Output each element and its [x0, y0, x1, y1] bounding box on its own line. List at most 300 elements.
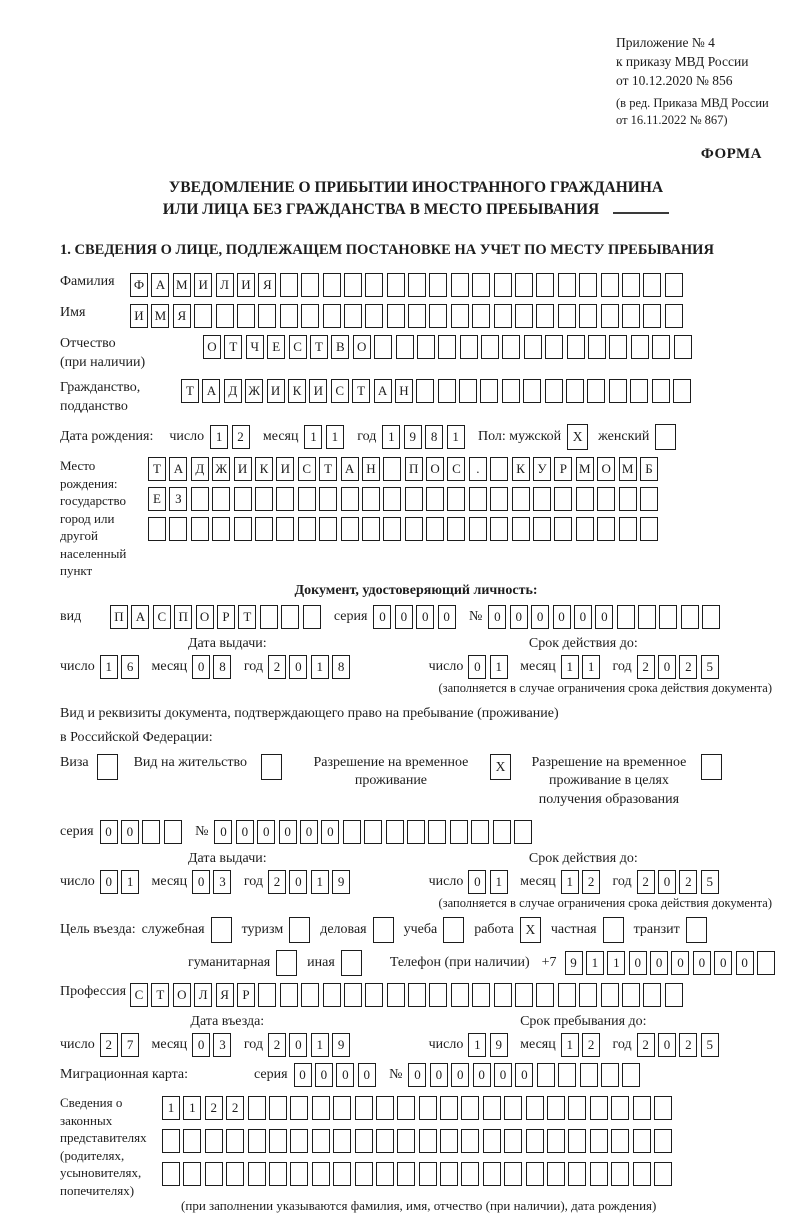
- char-cell[interactable]: [609, 379, 627, 403]
- char-cell[interactable]: 1: [162, 1096, 180, 1120]
- char-cell[interactable]: 0: [294, 1063, 312, 1087]
- char-cell[interactable]: [673, 379, 691, 403]
- char-cell[interactable]: [504, 1162, 522, 1186]
- purpose-study-checkbox[interactable]: [443, 917, 464, 943]
- char-cell[interactable]: 0: [416, 605, 434, 629]
- residence-permit-checkbox[interactable]: [261, 754, 282, 780]
- char-cell[interactable]: 6: [121, 655, 139, 679]
- char-cell[interactable]: А: [374, 379, 392, 403]
- char-cell[interactable]: [312, 1129, 330, 1153]
- char-cell[interactable]: [579, 983, 597, 1007]
- char-cell[interactable]: Е: [148, 487, 166, 511]
- char-cell[interactable]: 0: [279, 820, 297, 844]
- char-cell[interactable]: 0: [650, 951, 668, 975]
- char-cell[interactable]: 0: [473, 1063, 491, 1087]
- char-cell[interactable]: 0: [438, 605, 456, 629]
- char-cell[interactable]: 0: [257, 820, 275, 844]
- char-cell[interactable]: [547, 1129, 565, 1153]
- char-cell[interactable]: О: [426, 457, 444, 481]
- char-cell[interactable]: [630, 379, 648, 403]
- char-cell[interactable]: [341, 487, 359, 511]
- char-cell[interactable]: 0: [658, 870, 676, 894]
- char-cell[interactable]: [162, 1162, 180, 1186]
- char-cell[interactable]: [323, 304, 341, 328]
- char-cell[interactable]: [438, 335, 456, 359]
- purpose-other-checkbox[interactable]: [341, 950, 362, 976]
- char-cell[interactable]: 0: [515, 1063, 533, 1087]
- char-cell[interactable]: 1: [100, 655, 118, 679]
- char-cell[interactable]: [652, 379, 670, 403]
- char-cell[interactable]: Б: [640, 457, 658, 481]
- purpose-humanitarian-checkbox[interactable]: [276, 950, 297, 976]
- char-cell[interactable]: [183, 1129, 201, 1153]
- male-checkbox[interactable]: X: [567, 424, 588, 450]
- char-cell[interactable]: [640, 487, 658, 511]
- char-cell[interactable]: И: [237, 273, 255, 297]
- char-cell[interactable]: Т: [151, 983, 169, 1007]
- char-cell[interactable]: [601, 983, 619, 1007]
- char-cell[interactable]: [260, 605, 278, 629]
- char-cell[interactable]: 0: [236, 820, 254, 844]
- char-cell[interactable]: 2: [226, 1096, 244, 1120]
- char-cell[interactable]: 0: [192, 1033, 210, 1057]
- char-cell[interactable]: [450, 820, 468, 844]
- char-cell[interactable]: И: [309, 379, 327, 403]
- char-cell[interactable]: [619, 517, 637, 541]
- char-cell[interactable]: 0: [451, 1063, 469, 1087]
- char-cell[interactable]: Н: [395, 379, 413, 403]
- char-cell[interactable]: [440, 1162, 458, 1186]
- char-cell[interactable]: [558, 304, 576, 328]
- char-cell[interactable]: [312, 1162, 330, 1186]
- char-cell[interactable]: П: [110, 605, 128, 629]
- char-cell[interactable]: [597, 487, 615, 511]
- char-cell[interactable]: З: [169, 487, 187, 511]
- char-cell[interactable]: [212, 517, 230, 541]
- char-cell[interactable]: [142, 820, 160, 844]
- char-cell[interactable]: [512, 517, 530, 541]
- char-cell[interactable]: [568, 1162, 586, 1186]
- char-cell[interactable]: [638, 605, 656, 629]
- char-cell[interactable]: [429, 983, 447, 1007]
- char-cell[interactable]: Д: [224, 379, 242, 403]
- char-cell[interactable]: [480, 379, 498, 403]
- char-cell[interactable]: [364, 820, 382, 844]
- char-cell[interactable]: [537, 1063, 555, 1087]
- char-cell[interactable]: В: [331, 335, 349, 359]
- char-cell[interactable]: .: [469, 457, 487, 481]
- char-cell[interactable]: 1: [326, 425, 344, 449]
- char-cell[interactable]: [162, 1129, 180, 1153]
- char-cell[interactable]: [383, 457, 401, 481]
- char-cell[interactable]: 2: [637, 655, 655, 679]
- char-cell[interactable]: [416, 379, 434, 403]
- char-cell[interactable]: Ч: [246, 335, 264, 359]
- char-cell[interactable]: [447, 517, 465, 541]
- char-cell[interactable]: 0: [488, 605, 506, 629]
- purpose-official-checkbox[interactable]: [211, 917, 232, 943]
- char-cell[interactable]: [483, 1129, 501, 1153]
- char-cell[interactable]: [191, 517, 209, 541]
- char-cell[interactable]: 2: [205, 1096, 223, 1120]
- char-cell[interactable]: 2: [679, 870, 697, 894]
- char-cell[interactable]: И: [276, 457, 294, 481]
- char-cell[interactable]: 1: [561, 870, 579, 894]
- char-cell[interactable]: 5: [701, 870, 719, 894]
- char-cell[interactable]: 1: [311, 870, 329, 894]
- char-cell[interactable]: [428, 820, 446, 844]
- char-cell[interactable]: [665, 304, 683, 328]
- purpose-tourism-checkbox[interactable]: [289, 917, 310, 943]
- char-cell[interactable]: [280, 983, 298, 1007]
- char-cell[interactable]: [526, 1129, 544, 1153]
- char-cell[interactable]: Л: [194, 983, 212, 1007]
- char-cell[interactable]: [417, 335, 435, 359]
- char-cell[interactable]: И: [194, 273, 212, 297]
- char-cell[interactable]: [558, 983, 576, 1007]
- char-cell[interactable]: [301, 273, 319, 297]
- char-cell[interactable]: [494, 273, 512, 297]
- char-cell[interactable]: С: [130, 983, 148, 1007]
- char-cell[interactable]: С: [331, 379, 349, 403]
- char-cell[interactable]: [611, 1096, 629, 1120]
- purpose-business-checkbox[interactable]: [373, 917, 394, 943]
- char-cell[interactable]: [397, 1162, 415, 1186]
- char-cell[interactable]: 1: [311, 1033, 329, 1057]
- char-cell[interactable]: [355, 1129, 373, 1153]
- char-cell[interactable]: [383, 517, 401, 541]
- char-cell[interactable]: 9: [490, 1033, 508, 1057]
- char-cell[interactable]: Ф: [130, 273, 148, 297]
- char-cell[interactable]: 1: [561, 1033, 579, 1057]
- char-cell[interactable]: 0: [658, 655, 676, 679]
- char-cell[interactable]: [640, 517, 658, 541]
- char-cell[interactable]: [481, 335, 499, 359]
- char-cell[interactable]: [269, 1162, 287, 1186]
- char-cell[interactable]: [269, 1129, 287, 1153]
- char-cell[interactable]: [376, 1096, 394, 1120]
- char-cell[interactable]: 0: [395, 605, 413, 629]
- char-cell[interactable]: [633, 1162, 651, 1186]
- char-cell[interactable]: [590, 1129, 608, 1153]
- char-cell[interactable]: Т: [352, 379, 370, 403]
- char-cell[interactable]: [515, 304, 533, 328]
- char-cell[interactable]: Я: [258, 273, 276, 297]
- char-cell[interactable]: [533, 517, 551, 541]
- char-cell[interactable]: М: [151, 304, 169, 328]
- char-cell[interactable]: 2: [232, 425, 250, 449]
- char-cell[interactable]: [191, 487, 209, 511]
- char-cell[interactable]: С: [289, 335, 307, 359]
- char-cell[interactable]: 5: [701, 1033, 719, 1057]
- char-cell[interactable]: [333, 1162, 351, 1186]
- char-cell[interactable]: [490, 457, 508, 481]
- char-cell[interactable]: 9: [332, 1033, 350, 1057]
- char-cell[interactable]: [590, 1162, 608, 1186]
- char-cell[interactable]: [665, 273, 683, 297]
- char-cell[interactable]: А: [151, 273, 169, 297]
- char-cell[interactable]: 0: [494, 1063, 512, 1087]
- purpose-transit-checkbox[interactable]: [686, 917, 707, 943]
- char-cell[interactable]: [164, 820, 182, 844]
- char-cell[interactable]: 0: [373, 605, 391, 629]
- char-cell[interactable]: [490, 487, 508, 511]
- char-cell[interactable]: [558, 1063, 576, 1087]
- temp-residence-checkbox[interactable]: X: [490, 754, 511, 780]
- char-cell[interactable]: 0: [336, 1063, 354, 1087]
- char-cell[interactable]: 1: [382, 425, 400, 449]
- char-cell[interactable]: С: [298, 457, 316, 481]
- char-cell[interactable]: 0: [574, 605, 592, 629]
- char-cell[interactable]: [631, 335, 649, 359]
- char-cell[interactable]: 8: [425, 425, 443, 449]
- char-cell[interactable]: [515, 273, 533, 297]
- char-cell[interactable]: А: [202, 379, 220, 403]
- char-cell[interactable]: [579, 304, 597, 328]
- char-cell[interactable]: [194, 304, 212, 328]
- char-cell[interactable]: [652, 335, 670, 359]
- char-cell[interactable]: 0: [100, 820, 118, 844]
- char-cell[interactable]: [526, 1096, 544, 1120]
- char-cell[interactable]: 9: [404, 425, 422, 449]
- char-cell[interactable]: [248, 1129, 266, 1153]
- char-cell[interactable]: П: [405, 457, 423, 481]
- char-cell[interactable]: 0: [553, 605, 571, 629]
- char-cell[interactable]: 1: [561, 655, 579, 679]
- char-cell[interactable]: [461, 1129, 479, 1153]
- char-cell[interactable]: [365, 304, 383, 328]
- char-cell[interactable]: [512, 487, 530, 511]
- char-cell[interactable]: [281, 605, 299, 629]
- char-cell[interactable]: [568, 1096, 586, 1120]
- char-cell[interactable]: М: [619, 457, 637, 481]
- char-cell[interactable]: [665, 983, 683, 1007]
- char-cell[interactable]: [234, 487, 252, 511]
- char-cell[interactable]: [387, 304, 405, 328]
- char-cell[interactable]: [659, 605, 677, 629]
- char-cell[interactable]: [483, 1162, 501, 1186]
- char-cell[interactable]: 0: [121, 820, 139, 844]
- char-cell[interactable]: [545, 379, 563, 403]
- purpose-private-checkbox[interactable]: [603, 917, 624, 943]
- char-cell[interactable]: [405, 487, 423, 511]
- char-cell[interactable]: Я: [216, 983, 234, 1007]
- char-cell[interactable]: [341, 517, 359, 541]
- char-cell[interactable]: [376, 1162, 394, 1186]
- char-cell[interactable]: О: [353, 335, 371, 359]
- char-cell[interactable]: Е: [267, 335, 285, 359]
- char-cell[interactable]: [269, 1096, 287, 1120]
- char-cell[interactable]: [493, 820, 511, 844]
- char-cell[interactable]: К: [288, 379, 306, 403]
- char-cell[interactable]: [248, 1162, 266, 1186]
- char-cell[interactable]: [323, 983, 341, 1007]
- char-cell[interactable]: [588, 335, 606, 359]
- char-cell[interactable]: [205, 1129, 223, 1153]
- char-cell[interactable]: [601, 304, 619, 328]
- char-cell[interactable]: [226, 1129, 244, 1153]
- char-cell[interactable]: Ж: [245, 379, 263, 403]
- char-cell[interactable]: 1: [607, 951, 625, 975]
- char-cell[interactable]: [590, 1096, 608, 1120]
- char-cell[interactable]: [643, 304, 661, 328]
- char-cell[interactable]: [461, 1162, 479, 1186]
- char-cell[interactable]: [451, 304, 469, 328]
- char-cell[interactable]: 8: [213, 655, 231, 679]
- char-cell[interactable]: [617, 605, 635, 629]
- char-cell[interactable]: 1: [447, 425, 465, 449]
- char-cell[interactable]: [290, 1162, 308, 1186]
- char-cell[interactable]: 0: [300, 820, 318, 844]
- char-cell[interactable]: [472, 304, 490, 328]
- char-cell[interactable]: 8: [332, 655, 350, 679]
- temp-residence-education-checkbox[interactable]: [701, 754, 722, 780]
- char-cell[interactable]: 1: [582, 655, 600, 679]
- char-cell[interactable]: [536, 273, 554, 297]
- char-cell[interactable]: 2: [582, 870, 600, 894]
- char-cell[interactable]: [276, 487, 294, 511]
- char-cell[interactable]: [580, 1063, 598, 1087]
- char-cell[interactable]: 0: [408, 1063, 426, 1087]
- char-cell[interactable]: 0: [629, 951, 647, 975]
- char-cell[interactable]: [365, 273, 383, 297]
- char-cell[interactable]: [333, 1129, 351, 1153]
- char-cell[interactable]: [408, 983, 426, 1007]
- char-cell[interactable]: [490, 517, 508, 541]
- char-cell[interactable]: О: [196, 605, 214, 629]
- char-cell[interactable]: 0: [289, 870, 307, 894]
- char-cell[interactable]: [298, 517, 316, 541]
- char-cell[interactable]: 2: [637, 870, 655, 894]
- char-cell[interactable]: [633, 1096, 651, 1120]
- char-cell[interactable]: [344, 273, 362, 297]
- char-cell[interactable]: Р: [554, 457, 572, 481]
- char-cell[interactable]: [426, 487, 444, 511]
- char-cell[interactable]: С: [153, 605, 171, 629]
- char-cell[interactable]: [451, 273, 469, 297]
- char-cell[interactable]: [148, 517, 166, 541]
- char-cell[interactable]: И: [267, 379, 285, 403]
- char-cell[interactable]: Т: [224, 335, 242, 359]
- char-cell[interactable]: 0: [192, 870, 210, 894]
- char-cell[interactable]: 3: [213, 1033, 231, 1057]
- char-cell[interactable]: [276, 517, 294, 541]
- char-cell[interactable]: [533, 487, 551, 511]
- char-cell[interactable]: [355, 1096, 373, 1120]
- char-cell[interactable]: [387, 273, 405, 297]
- char-cell[interactable]: 2: [100, 1033, 118, 1057]
- char-cell[interactable]: [405, 517, 423, 541]
- char-cell[interactable]: [183, 1162, 201, 1186]
- char-cell[interactable]: 7: [121, 1033, 139, 1057]
- char-cell[interactable]: [397, 1129, 415, 1153]
- char-cell[interactable]: Л: [216, 273, 234, 297]
- char-cell[interactable]: [524, 335, 542, 359]
- char-cell[interactable]: [515, 983, 533, 1007]
- char-cell[interactable]: [523, 379, 541, 403]
- char-cell[interactable]: [280, 304, 298, 328]
- char-cell[interactable]: [258, 983, 276, 1007]
- char-cell[interactable]: [547, 1096, 565, 1120]
- char-cell[interactable]: [622, 273, 640, 297]
- char-cell[interactable]: [312, 1096, 330, 1120]
- char-cell[interactable]: [301, 304, 319, 328]
- char-cell[interactable]: 2: [268, 1033, 286, 1057]
- char-cell[interactable]: [301, 983, 319, 1007]
- char-cell[interactable]: И: [234, 457, 252, 481]
- char-cell[interactable]: [376, 1129, 394, 1153]
- char-cell[interactable]: 2: [637, 1033, 655, 1057]
- char-cell[interactable]: П: [174, 605, 192, 629]
- char-cell[interactable]: [601, 273, 619, 297]
- char-cell[interactable]: 1: [490, 870, 508, 894]
- char-cell[interactable]: И: [130, 304, 148, 328]
- char-cell[interactable]: [344, 304, 362, 328]
- char-cell[interactable]: [426, 517, 444, 541]
- char-cell[interactable]: А: [131, 605, 149, 629]
- char-cell[interactable]: М: [173, 273, 191, 297]
- char-cell[interactable]: Т: [148, 457, 166, 481]
- char-cell[interactable]: 1: [490, 655, 508, 679]
- char-cell[interactable]: [298, 487, 316, 511]
- char-cell[interactable]: [344, 983, 362, 1007]
- char-cell[interactable]: [280, 273, 298, 297]
- char-cell[interactable]: [558, 273, 576, 297]
- char-cell[interactable]: [622, 304, 640, 328]
- char-cell[interactable]: [643, 983, 661, 1007]
- char-cell[interactable]: [355, 1162, 373, 1186]
- char-cell[interactable]: [681, 605, 699, 629]
- char-cell[interactable]: [451, 983, 469, 1007]
- char-cell[interactable]: Т: [310, 335, 328, 359]
- char-cell[interactable]: [386, 820, 404, 844]
- char-cell[interactable]: [459, 379, 477, 403]
- char-cell[interactable]: [654, 1129, 672, 1153]
- char-cell[interactable]: [554, 517, 572, 541]
- char-cell[interactable]: 0: [658, 1033, 676, 1057]
- char-cell[interactable]: [526, 1162, 544, 1186]
- char-cell[interactable]: О: [597, 457, 615, 481]
- char-cell[interactable]: [609, 335, 627, 359]
- char-cell[interactable]: 2: [582, 1033, 600, 1057]
- char-cell[interactable]: 0: [595, 605, 613, 629]
- char-cell[interactable]: [408, 273, 426, 297]
- char-cell[interactable]: Р: [237, 983, 255, 1007]
- char-cell[interactable]: [597, 517, 615, 541]
- char-cell[interactable]: [440, 1096, 458, 1120]
- char-cell[interactable]: 0: [693, 951, 711, 975]
- char-cell[interactable]: [255, 517, 273, 541]
- char-cell[interactable]: 3: [213, 870, 231, 894]
- char-cell[interactable]: 0: [510, 605, 528, 629]
- char-cell[interactable]: 1: [304, 425, 322, 449]
- char-cell[interactable]: [169, 517, 187, 541]
- char-cell[interactable]: [212, 487, 230, 511]
- char-cell[interactable]: [407, 820, 425, 844]
- char-cell[interactable]: [319, 487, 337, 511]
- char-cell[interactable]: [440, 1129, 458, 1153]
- char-cell[interactable]: [654, 1096, 672, 1120]
- char-cell[interactable]: 2: [679, 655, 697, 679]
- char-cell[interactable]: [419, 1096, 437, 1120]
- char-cell[interactable]: [362, 487, 380, 511]
- char-cell[interactable]: 0: [214, 820, 232, 844]
- char-cell[interactable]: 1: [311, 655, 329, 679]
- char-cell[interactable]: [576, 517, 594, 541]
- char-cell[interactable]: [460, 335, 478, 359]
- char-cell[interactable]: [547, 1162, 565, 1186]
- char-cell[interactable]: [408, 304, 426, 328]
